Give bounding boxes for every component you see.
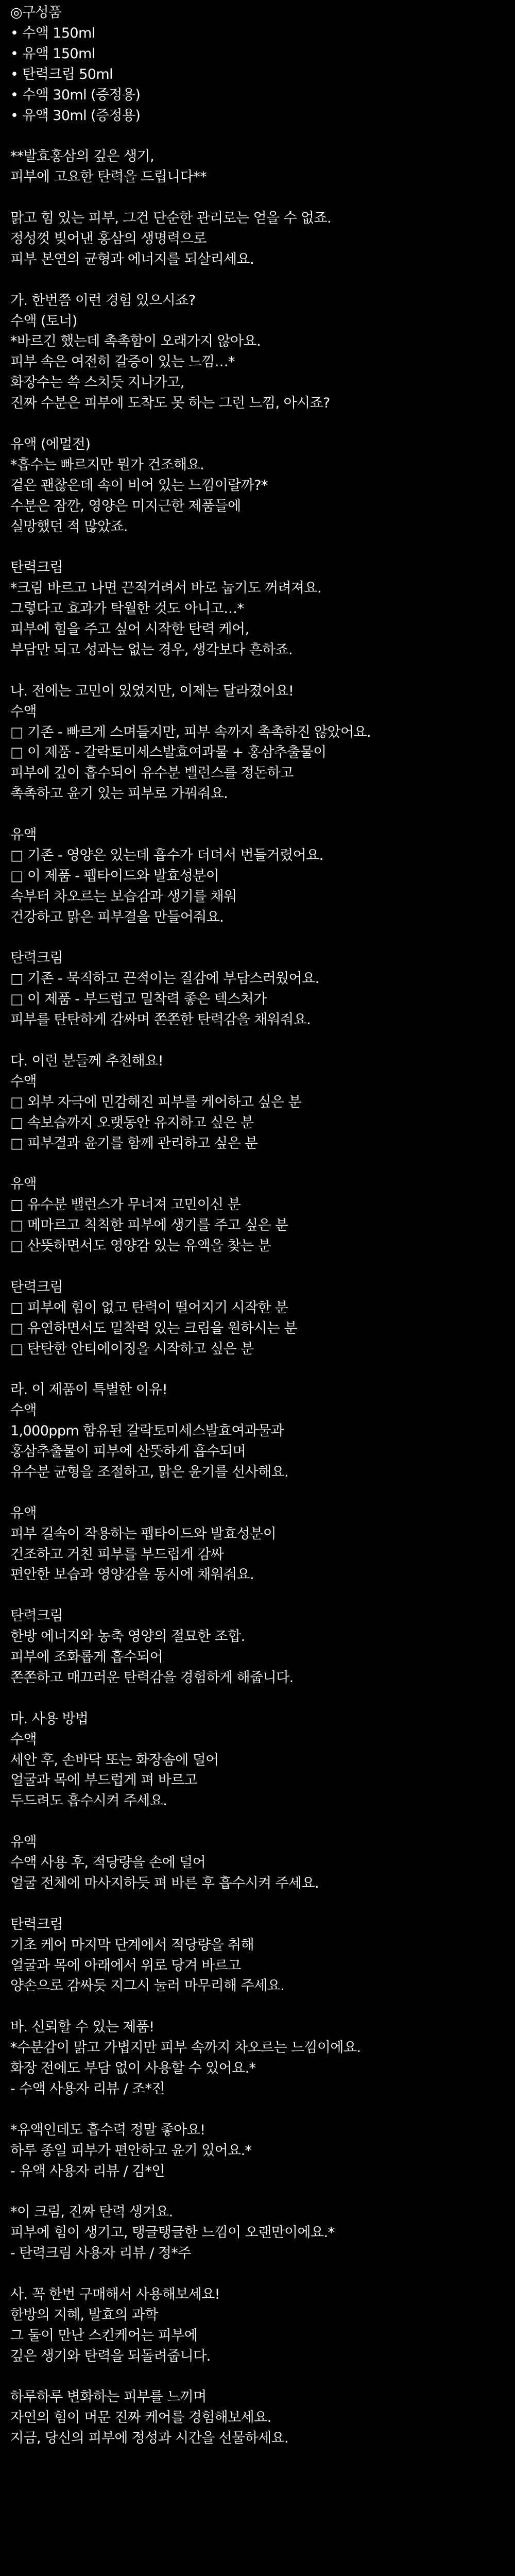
text-line: 유액 (에멀전): [10, 436, 91, 452]
text-line: 마. 사용 방법: [10, 1710, 89, 1727]
text-line: - 유액 사용자 리뷰 / 김*인: [10, 2163, 165, 2179]
text-line: 얼굴 전체에 마사지하듯 펴 바른 후 흡수시켜 주세요.: [10, 1875, 319, 1891]
text-line: 겉은 괜찮은데 속이 비어 있는 느낌이랄까?*: [10, 477, 268, 494]
text-line: 피부 본연의 균형과 에너지를 되살리세요.: [10, 251, 254, 267]
text-line: 속부터 차오르는 보습감과 생기를 채워: [10, 888, 237, 905]
text-line: ◎구성품: [10, 5, 62, 21]
text-line: *바르긴 했는데 촉촉함이 오래가지 않아요.: [10, 333, 261, 350]
text-line: 기초 케어 마지막 단계에서 적당량을 취해: [10, 1937, 254, 1953]
text-line: 유액: [10, 1505, 37, 1521]
text-line: 다. 이런 분들께 추천해요!: [10, 1053, 163, 1069]
text-line: 탄력크림: [10, 560, 63, 576]
text-line: 유액: [10, 1176, 37, 1193]
text-line: 한방 에너지와 농축 영양의 절묘한 조합.: [10, 1629, 245, 1645]
text-line: 탄력크림: [10, 1279, 63, 1295]
text-line: *크림 바르고 나면 끈적거려서 바로 눕기도 꺼려져요.: [10, 580, 321, 597]
text-line: 깊은 생기와 탄력을 되돌려줍니다.: [10, 2348, 211, 2364]
text-line: □ 기존 - 빠르게 스며들지만, 피부 속까지 촉촉하진 않았어요.: [10, 724, 371, 740]
text-line: 가. 한번쯤 이런 경험 있으시죠?: [10, 292, 196, 309]
text-line: 그 둘이 만난 스킨케어는 피부에: [10, 2327, 198, 2344]
text-line: □ 산뜻하면서도 영양감 있는 유액을 찾는 분: [10, 1238, 271, 1254]
text-line: 수액 (토너): [10, 313, 77, 329]
text-line: 수액 사용 후, 적당량을 손에 덜어: [10, 1855, 206, 1871]
text-line: 건강하고 맑은 피부결을 만들어줘요.: [10, 909, 224, 925]
text-line: □ 기존 - 영양은 있는데 흡수가 더뎌서 번들거렸어요.: [10, 847, 323, 863]
text-line: 편안한 보습과 영양감을 동시에 채워줘요.: [10, 1567, 254, 1583]
text-line: 수액: [10, 703, 37, 720]
text-line: • 수액 30ml (증정용): [10, 87, 141, 103]
text-line: 유수분 균형을 조절하고, 맑은 윤기를 선사해요.: [10, 1464, 289, 1480]
text-line: □ 이 제품 - 펩타이드와 발효성분이: [10, 868, 219, 884]
text-line: 라. 이 제품이 특별한 이유!: [10, 1382, 167, 1398]
text-line: **발효홍삼의 깊은 생기,: [10, 148, 154, 165]
text-line: 피부에 깊이 흡수되어 유수분 밸런스를 정돈하고: [10, 765, 294, 782]
text-line: 피부를 탄탄하게 감싸며 쫀쫀한 탄력감을 채워줘요.: [10, 1012, 311, 1028]
text-line: □ 유연하면서도 밀착력 있는 크림을 원하시는 분: [10, 1320, 297, 1336]
text-line: 진짜 수분은 피부에 도착도 못 하는 그런 느낌, 아시죠?: [10, 395, 330, 412]
text-line: *수분감이 맑고 가볍지만 피부 속까지 차오르는 느낌이에요.: [10, 2040, 361, 2056]
text-line: 바. 신뢰할 수 있는 제품!: [10, 2019, 154, 2036]
text-line: 세안 후, 손바닥 또는 화장솜에 덜어: [10, 1752, 219, 1768]
text-line: 쫀쫀하고 매끄러운 탄력감을 경험하게 해줍니다.: [10, 1669, 294, 1686]
text-line: 화장 전에도 부담 없이 사용할 수 있어요.*: [10, 2060, 256, 2076]
text-line: • 탄력크림 50ml: [10, 66, 113, 82]
text-line: □ 이 제품 - 부드럽고 밀착력 좋은 텍스처가: [10, 991, 267, 1008]
text-line: 촉촉하고 윤기 있는 피부로 가꿔줘요.: [10, 786, 228, 802]
text-line: 피부에 힘을 주고 싶어 시작한 탄력 케어,: [10, 621, 249, 637]
text-line: 실망했던 적 많았죠.: [10, 518, 128, 535]
text-line: 두드려도 흡수시켜 주세요.: [10, 1793, 167, 1809]
text-line: 하루 종일 피부가 편안하고 윤기 있어요.*: [10, 2142, 252, 2159]
text-line: 건조하고 거친 피부를 부드럽게 감싸: [10, 1546, 224, 1563]
text-line: □ 속보습까지 오랫동안 유지하고 싶은 분: [10, 1114, 254, 1131]
text-line: 수액: [10, 1402, 37, 1419]
text-line: 수액: [10, 1731, 37, 1748]
text-line: □ 외부 자극에 민감해진 피부를 케어하고 싶은 분: [10, 1094, 301, 1110]
text-line: 지금, 당신의 피부에 정성과 시간을 선물하세요.: [10, 2430, 289, 2447]
text-line: □ 탄탄한 안티에이징을 시작하고 싶은 분: [10, 1341, 254, 1357]
text-line: • 수액 150ml: [10, 25, 95, 41]
text-line: 유액: [10, 1834, 37, 1851]
text-line: 탄력크림: [10, 1916, 63, 1933]
text-line: □ 피부결과 윤기를 함께 관리하고 싶은 분: [10, 1135, 258, 1151]
text-line: *흡수는 빠르지만 뭔가 건조해요.: [10, 456, 204, 473]
text-line: 피부 길속이 작용하는 펩타이드와 발효성분이: [10, 1526, 277, 1542]
text-line: 유액: [10, 827, 37, 843]
text-line: 피부에 힘이 생기고, 탱글탱글한 느낌이 오랜만이에요.*: [10, 2225, 335, 2241]
text-line: *이 크림, 진짜 탄력 생겨요.: [10, 2204, 173, 2221]
text-line: 수액: [10, 1073, 37, 1090]
text-line: □ 이 제품 - 갈락토미세스발효여과물 + 홍삼추출물이: [10, 744, 327, 761]
text-line: 피부에 고요한 탄력을 드립니다**: [10, 169, 207, 185]
text-line: 나. 전에는 고민이 있었지만, 이제는 달라졌어요!: [10, 683, 294, 699]
text-line: □ 기존 - 묵직하고 끈적이는 질감에 부담스러웠어요.: [10, 971, 319, 987]
text-line: □ 유수분 밸런스가 무너져 고민이신 분: [10, 1197, 241, 1213]
text-line: 양손으로 감싸듯 지그시 눌러 마무리해 주세요.: [10, 1978, 285, 1994]
text-line: 정성껏 빚어낸 홍삼의 생명력으로: [10, 230, 207, 247]
text-line: 한방의 지혜, 발효의 과학: [10, 2307, 158, 2323]
text-line: 피부 속은 여전히 갈증이 있는 느낌…*: [10, 354, 235, 370]
text-line: 홍삼추출물이 피부에 산뜻하게 흡수되며: [10, 1444, 246, 1460]
text-line: • 유액 30ml (증정용): [10, 107, 141, 124]
text-line: 탄력크림: [10, 950, 63, 967]
text-line: 사. 꼭 한번 구매해서 사용해보세요!: [10, 2286, 220, 2302]
text-line: 피부에 조화롭게 흡수되어: [10, 1649, 163, 1665]
text-line: □ 메마르고 칙칙한 피부에 생기를 주고 싶은 분: [10, 1217, 288, 1234]
text-line: 자연의 힘이 머문 진짜 케어를 경험해보세요.: [10, 2410, 271, 2426]
text-line: 탄력크림: [10, 1608, 63, 1624]
text-line: 그렇다고 효과가 탁월한 것도 아니고…*: [10, 601, 244, 617]
text-line: 수분은 잠깐, 영양은 미지근한 제품들에: [10, 498, 241, 514]
text-line: 화장수는 쓱 스치듯 지나가고,: [10, 375, 184, 391]
text-line: - 수액 사용자 리뷰 / 조*진: [10, 2080, 165, 2097]
text-line: 부담만 되고 성과는 없는 경우, 생각보다 흔하죠.: [10, 641, 293, 658]
text-line: □ 피부에 힘이 없고 탄력이 떨어지기 시작한 분: [10, 1299, 288, 1316]
text-line: 얼굴과 목에 부드럽게 펴 바르고: [10, 1772, 198, 1789]
text-line: - 탄력크림 사용자 리뷰 / 정*주: [10, 2245, 191, 2262]
text-line: 1,000ppm 함유된 갈락토미세스발효여과물과: [10, 1423, 284, 1439]
text-line: 맑고 힘 있는 피부, 그건 단순한 관리로는 얻을 수 없죠.: [10, 210, 331, 226]
text-line: 얼굴과 목에 아래에서 위로 당겨 바르고: [10, 1957, 241, 1974]
text-line: *유액인데도 흡수력 정말 좋아요!: [10, 2122, 205, 2138]
text-line: 하루하루 변화하는 피부를 느끼며: [10, 2389, 207, 2405]
text-line: • 유액 150ml: [10, 45, 95, 62]
